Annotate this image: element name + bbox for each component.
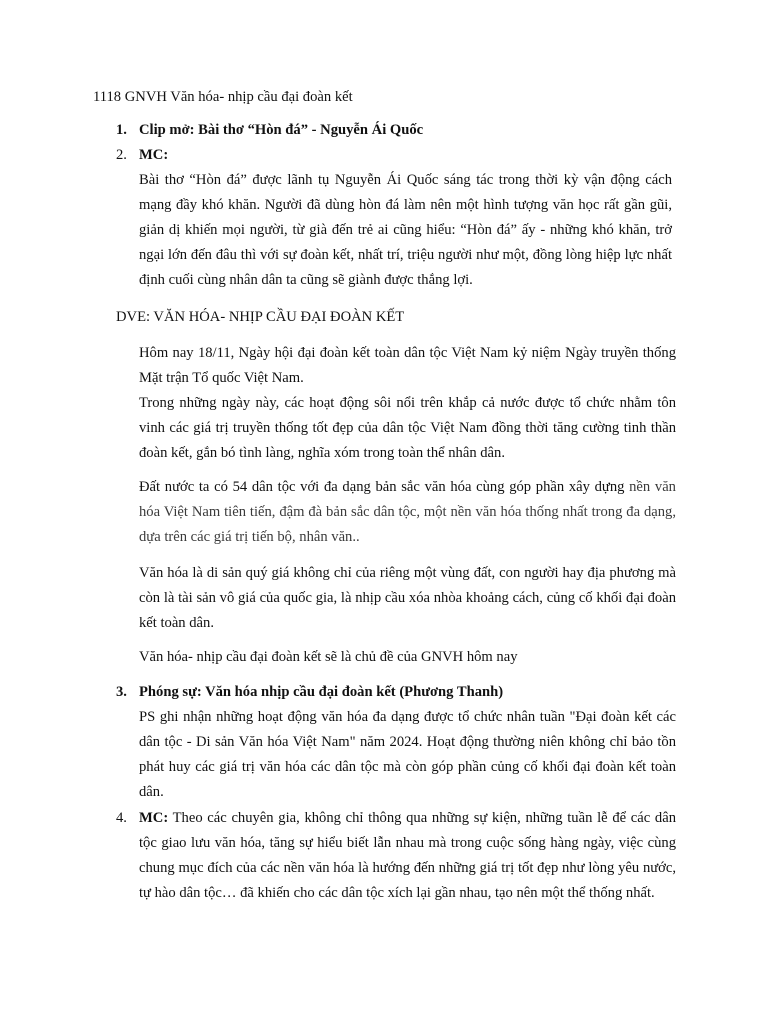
- section-paragraph-1: [139, 341, 676, 466]
- item-number: 4.: [116, 810, 127, 826]
- section-paragraph-3: [139, 561, 676, 636]
- list-item-3: [116, 680, 676, 805]
- item-lead: MC:: [139, 810, 169, 826]
- list-item-2: [116, 143, 676, 293]
- section-paragraph-4: [139, 645, 676, 670]
- item-body: [139, 806, 676, 906]
- item-heading: MC:: [139, 147, 169, 163]
- paragraph-text: [139, 475, 676, 550]
- section-heading: DVE: VĂN HÓA- NHỊP CẦU ĐẠI ĐOÀN KẾT: [116, 309, 405, 325]
- paragraph-text: Hôm nay 18/11, Ngày hội đại đoàn kết toàn dân tộc Việt Nam kỷ niệm Ngày truyền thống Mặt trận Tổ quốc Việt Nam.: [139, 345, 676, 386]
- item-body: Bài thơ “Hòn đá” được lãnh tụ Nguyễn Ái Quốc sáng tác trong thời kỳ vận động cách mạng đầy khó khăn. Người đã dùng hòn đá làm nên một hình tượng văn học rất gần gũi, giản dị khiến mọi người, từ già đến trẻ ai cũng hiểu: “Hòn đá” ấy - những khó khăn, trở ngại lớn đến đâu thì với sự đoàn kết, nhất trí, triệu người như một, đồng lòng hiệp lực nhất định cuối cùng nhân dân ta cũng sẽ giành được thắng lợi.: [139, 172, 672, 288]
- paragraph-text-gray: nền văn hóa Việt Nam tiên tiến, đậm đà bản sắc dân tộc, một nền văn hóa thống nhất trong đa dạng, dựa trên các giá trị tiến bộ, nhân văn..: [139, 479, 676, 545]
- item-number: 3.: [116, 684, 127, 700]
- list-item-1: [116, 118, 676, 143]
- item-number: 2.: [116, 147, 127, 163]
- list-item-4: [116, 806, 676, 906]
- paragraph-text: Trong những ngày này, các hoạt động sôi nổi trên khắp cả nước được tổ chức nhằm tôn vinh các giá trị truyền thống tốt đẹp của dân tộc Việt Nam đồng thời tăng cường tinh thần đoàn kết, gắn bó tình làng, nghĩa xóm trong toàn thể nhân dân.: [139, 395, 676, 461]
- item-heading: Clip mở: Bài thơ “Hòn đá” - Nguyễn Ái Quốc: [139, 122, 424, 138]
- document-title: 1118 GNVH Văn hóa- nhịp cầu đại đoàn kết: [93, 89, 353, 105]
- paragraph-text-dark: Đất nước ta có 54 dân tộc với đa dạng bản sắc văn hóa cùng góp phần xây dựng: [139, 479, 625, 495]
- item-number: 1.: [116, 122, 127, 138]
- item-heading: Phóng sự: Văn hóa nhịp cầu đại đoàn kết (Phương Thanh): [139, 684, 504, 700]
- paragraph-text: Văn hóa là di sản quý giá không chỉ của riêng một vùng đất, con người hay địa phương mà còn là tài sản vô giá của quốc gia, là nhịp cầu xóa nhòa khoảng cách, củng cố khối đại đoàn kết toàn dân.: [139, 565, 676, 631]
- item-body: PS ghi nhận những hoạt động văn hóa đa dạng được tổ chức nhân tuần "Đại đoàn kết các dân tộc - Di sản Văn hóa Việt Nam" năm 2024. Hoạt động thường niên không chỉ bảo tồn phát huy các giá trị văn hóa các dân tộc mà còn góp phần củng cố khối đại đoàn kết toàn dân.: [139, 709, 676, 800]
- paragraph-text: Văn hóa- nhịp cầu đại đoàn kết sẽ là chủ đề của GNVH hôm nay: [139, 649, 518, 665]
- section-paragraph-2: [139, 475, 676, 550]
- item-body-text: Theo các chuyên gia, không chỉ thông qua những sự kiện, những tuần lễ để các dân tộc giao lưu văn hóa, tăng sự hiểu biết lẫn nhau mà trong cuộc sống hàng ngày, việc cùng chung mục đích của các nền văn hóa là hướng đến những giá trị tốt đẹp như lòng yêu nước, tự hào dân tộc… đã khiến cho các dân tộc xích lại gần nhau, tạo nên một thể thống nhất.: [139, 810, 676, 901]
